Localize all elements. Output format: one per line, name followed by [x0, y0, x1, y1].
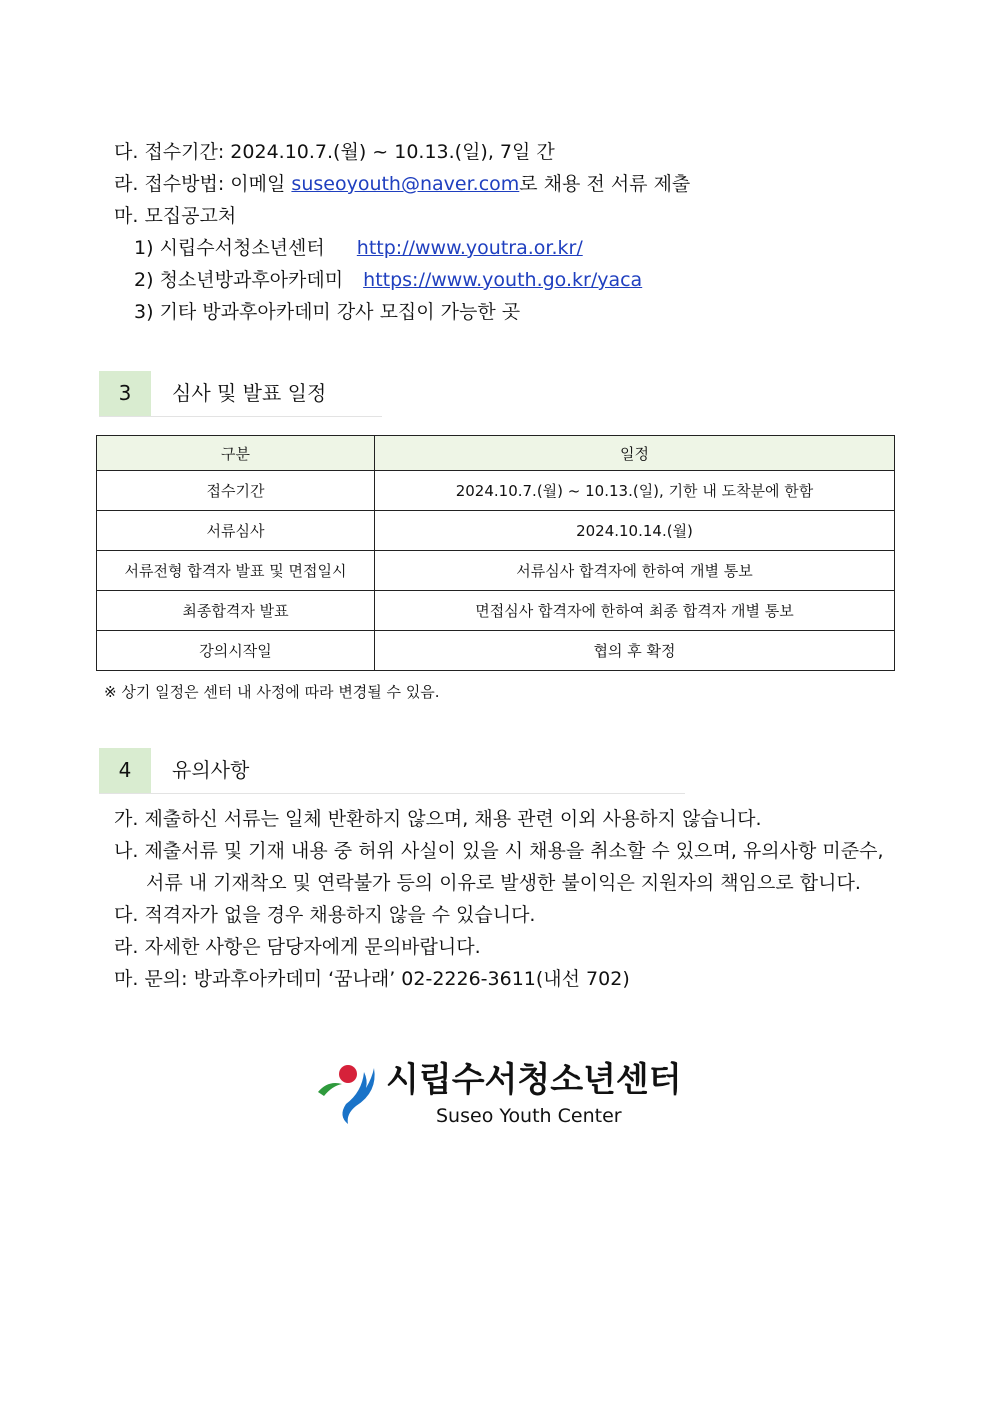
table-cell-schedule: 2024.10.14.(월) [375, 511, 895, 551]
table-row [97, 511, 895, 551]
section3-underline [99, 416, 382, 417]
table-header-schedule: 일정 [375, 436, 895, 471]
source-name: 시립수서청소년센터 [159, 237, 325, 259]
section4-underline [99, 793, 685, 794]
caution-text: 제출하신 서류는 일체 반환하지 않으며, 채용 관련 이외 사용하지 않습니다. [144, 808, 762, 830]
source-url-link[interactable]: https://www.youth.go.kr/yaca [363, 269, 643, 291]
notice-text: 모집공고처 [144, 205, 237, 227]
source-name: 기타 방과후아카데미 강사 모집이 가능한 곳 [159, 301, 521, 323]
caution-text: 제출서류 및 기재 내용 중 허위 사실이 있을 시 채용을 취소할 수 있으며, 유의사항 미준수, [144, 840, 884, 862]
source-item [134, 299, 520, 325]
table-cell-category: 최종합격자 발표 [97, 591, 375, 631]
caution-marker: 나. [114, 840, 139, 862]
logo-name-ko: 시립수서청소년센터 [386, 1060, 682, 1100]
section4-number: 4 [99, 748, 151, 793]
table-cell-schedule: 면접심사 합격자에 한하여 최종 합격자 개별 통보 [375, 591, 895, 631]
table-cell-category: 접수기간 [97, 471, 375, 511]
method-suffix: 로 채용 전 서류 제출 [519, 173, 691, 195]
method-marker: 라. [114, 173, 139, 195]
table-row [97, 631, 895, 671]
center-logo-icon [316, 1062, 378, 1126]
caution-text: 문의: 방과후아카데미 ‘꿈나래’ 02-2226-3611(내선 702) [144, 968, 630, 990]
table-cell-category: 서류심사 [97, 511, 375, 551]
notice-line [114, 203, 236, 229]
email-link[interactable]: suseoyouth@naver.com [291, 173, 520, 195]
caution-text-continued: 서류 내 기재착오 및 연락불가 등의 이유로 발생한 불이익은 지원자의 책임으로 합니다. [146, 872, 861, 894]
period-marker: 다. [114, 141, 139, 163]
caution-item [114, 966, 630, 992]
caution-marker: 다. [114, 904, 139, 926]
caution-marker: 라. [114, 936, 139, 958]
source-name: 청소년방과후아카데미 [159, 269, 344, 291]
period-line [114, 139, 555, 165]
notice-marker: 마. [114, 205, 139, 227]
table-cell-category: 강의시작일 [97, 631, 375, 671]
table-row [97, 551, 895, 591]
method-line [114, 171, 690, 197]
source-url-link[interactable]: http://www.youtra.or.kr/ [356, 237, 583, 259]
table-header-category: 구분 [97, 436, 375, 471]
caution-marker: 마. [114, 968, 139, 990]
section3-title: 심사 및 발표 일정 [172, 381, 327, 405]
caution-item [114, 902, 535, 928]
caution-item [114, 934, 481, 960]
schedule-note: ※ 상기 일정은 센터 내 사정에 따라 변경될 수 있음. [104, 683, 440, 701]
source-num: 2) [134, 269, 154, 291]
source-num: 3) [134, 301, 154, 323]
table-cell-schedule: 서류심사 합격자에 한하여 개별 통보 [375, 551, 895, 591]
caution-text: 적격자가 없을 경우 채용하지 않을 수 있습니다. [144, 904, 536, 926]
source-num: 1) [134, 237, 154, 259]
table-row [97, 591, 895, 631]
caution-text: 자세한 사항은 담당자에게 문의바랍니다. [144, 936, 481, 958]
caution-marker: 가. [114, 808, 139, 830]
table-cell-category: 서류전형 합격자 발표 및 면접일시 [97, 551, 375, 591]
logo-sun-circle [339, 1065, 357, 1083]
table-row [97, 471, 895, 511]
section4-title: 유의사항 [172, 758, 250, 782]
schedule-table [96, 435, 895, 671]
table-cell-schedule: 협의 후 확정 [375, 631, 895, 671]
method-prefix: 접수방법: 이메일 [144, 173, 292, 195]
caution-item [114, 838, 883, 864]
section3-number: 3 [99, 371, 151, 416]
table-cell-schedule: 2024.10.7.(월) ~ 10.13.(일), 기한 내 도착분에 한함 [375, 471, 895, 511]
logo-name-en: Suseo Youth Center [436, 1105, 622, 1127]
period-text: 접수기간: 2024.10.7.(월) ~ 10.13.(일), 7일 간 [144, 141, 555, 163]
caution-item [114, 806, 762, 832]
source-item [134, 267, 642, 293]
logo-leaf-shape [318, 1083, 342, 1096]
table-header-row [97, 436, 895, 471]
source-item [134, 235, 583, 261]
